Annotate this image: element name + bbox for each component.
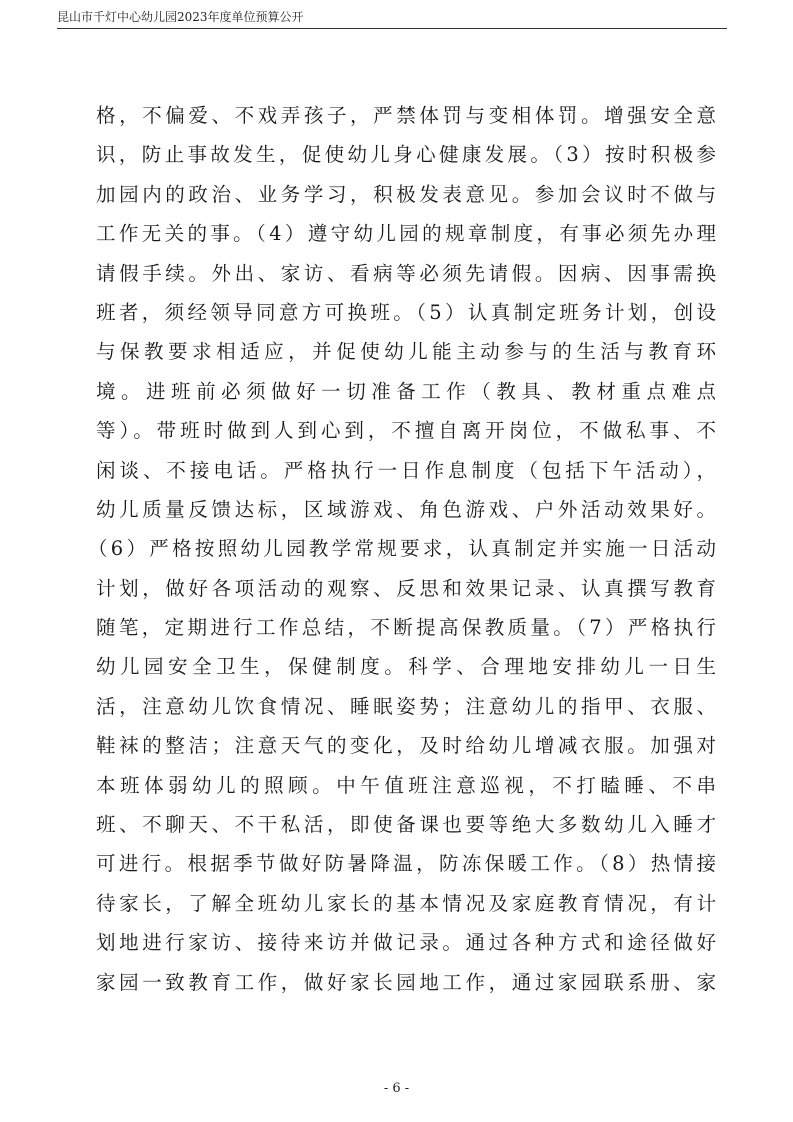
- text-line: 班者，须经领导同意方可换班。（5）认真制定班务计划，创设: [96, 300, 716, 324]
- text-line: 等）。带班时做到人到心到，不擅自离开岗位，不做私事、不: [96, 419, 716, 443]
- text-line: 本班体弱幼儿的照顾。中午值班注意巡视，不打瞌睡、不串: [96, 773, 716, 797]
- text-line: 可进行。根据季节做好防暑降温，防冻保暖工作。（8）热情接: [96, 852, 716, 876]
- text-line: 幼儿园安全卫生，保健制度。科学、合理地安排幼儿一日生: [96, 655, 716, 679]
- text-line: 加园内的政治、业务学习，积极发表意见。参加会议时不做与: [96, 182, 716, 206]
- text-line: 家园一致教育工作，做好家长园地工作，通过家园联系册、家: [96, 970, 716, 994]
- text-line: 识，防止事故发生，促使幼儿身心健康发展。（3）按时积极参: [96, 143, 716, 167]
- text-line: 格，不偏爱、不戏弄孩子，严禁体罚与变相体罚。增强安全意: [96, 104, 716, 127]
- text-line: 闲谈、不接电话。严格执行一日作息制度（包括下午活动），: [96, 458, 716, 482]
- text-line: 划地进行家访、接待来访并做记录。通过各种方式和途径做好: [96, 931, 716, 955]
- text-line: （6）严格按照幼儿园教学常规要求，认真制定并实施一日活动: [88, 537, 716, 561]
- page-header: [57, 6, 727, 29]
- text-line: 计划，做好各项活动的观察、反思和效果记录、认真撰写教育: [96, 576, 716, 600]
- body-paragraph: [88, 96, 716, 1002]
- text-line: 班、不聊天、不干私活，即使备课也要等绝大多数幼儿入睡才: [96, 813, 716, 837]
- text-line: 幼儿质量反馈达标，区域游戏、角色游戏、户外活动效果好。: [96, 497, 716, 521]
- text-line: 随笔，定期进行工作总结，不断提高保教质量。（7）严格执行: [96, 616, 716, 640]
- text-line: 与保教要求相适应，并促使幼儿能主动参与的生活与教育环: [96, 340, 716, 364]
- text-line: 工作无关的事。（4）遵守幼儿园的规章制度，有事必须先办理: [96, 222, 716, 246]
- text-line: 境。进班前必须做好一切准备工作（教具、教材重点难点: [96, 379, 716, 403]
- header-title: 昆山市千灯中心幼儿园2023年度单位预算公开: [57, 10, 304, 24]
- text-line: 鞋袜的整洁；注意天气的变化，及时给幼儿增减衣服。加强对: [96, 734, 716, 758]
- text-line: 待家长，了解全班幼儿家长的基本情况及家庭教育情况，有计: [96, 891, 716, 915]
- text-line: 活，注意幼儿饮食情况、睡眠姿势；注意幼儿的指甲、衣服、: [96, 694, 716, 718]
- text-line: 请假手续。外出、家访、看病等必须先请假。因病、因事需换: [96, 261, 716, 285]
- page-number: - 6 -: [383, 1081, 410, 1096]
